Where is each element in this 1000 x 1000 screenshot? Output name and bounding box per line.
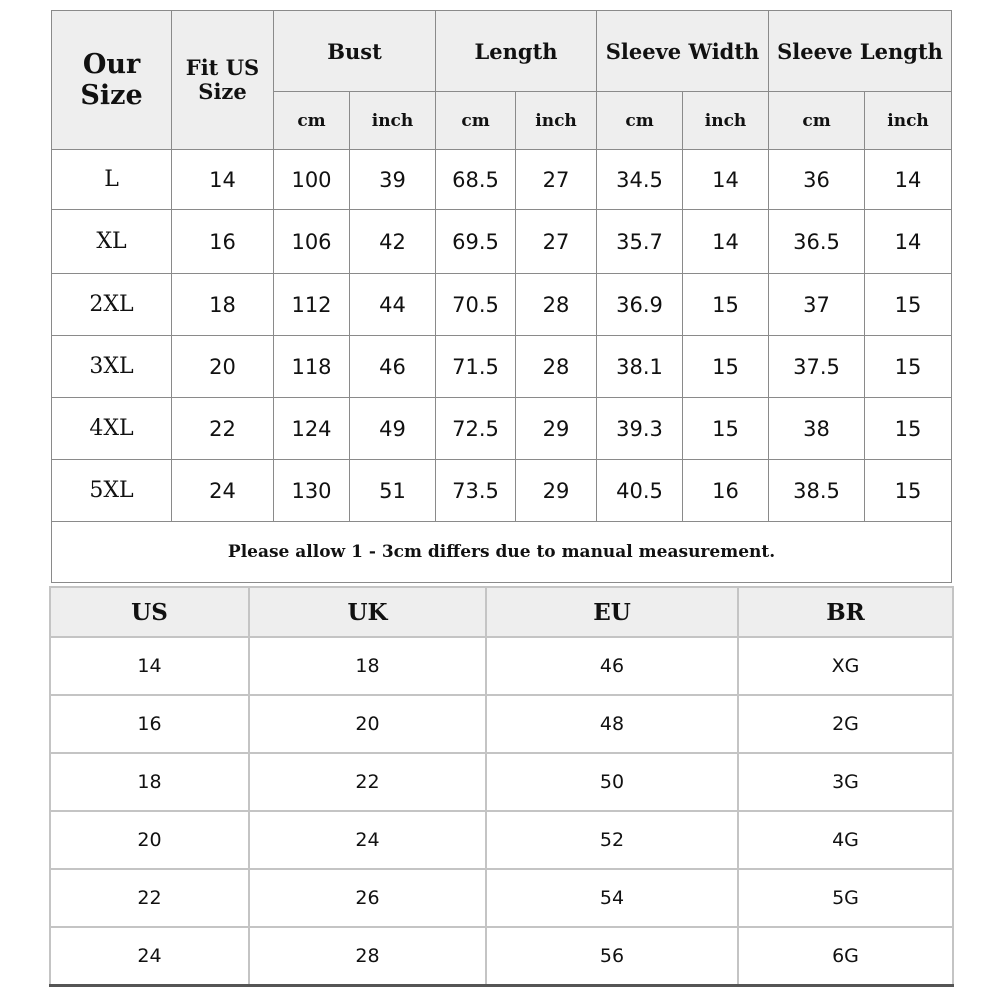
- uk-size-cell: 28: [249, 927, 486, 986]
- header-our-size: Our Size: [52, 11, 172, 150]
- sleeve-length-inch-cell: 14: [865, 150, 952, 210]
- br-size-cell: 6G: [738, 927, 953, 986]
- length-cm-cell: 71.5: [436, 336, 516, 398]
- length-cm-cell: 70.5: [436, 274, 516, 336]
- us-size-cell: 22: [50, 869, 249, 927]
- header-unit-cm: cm: [769, 92, 865, 150]
- length-cm-cell: 69.5: [436, 210, 516, 274]
- conversion-row: [50, 811, 953, 869]
- fit-us-size-cell: 16: [172, 210, 274, 274]
- our-size-cell: XL: [52, 210, 172, 274]
- length-inch-cell: 27: [516, 150, 597, 210]
- sleeve-length-cm-cell: 36.5: [769, 210, 865, 274]
- fit-us-size-cell: 22: [172, 398, 274, 460]
- sleeve-length-inch-cell: 15: [865, 460, 952, 522]
- bust-cm-cell: 106: [274, 210, 350, 274]
- header-bust: Bust: [274, 11, 436, 92]
- size-row: [52, 460, 952, 522]
- sleeve-width-cm-cell: 36.9: [597, 274, 683, 336]
- bust-cm-cell: 112: [274, 274, 350, 336]
- us-size-cell: 24: [50, 927, 249, 986]
- sleeve-width-inch-cell: 16: [683, 460, 769, 522]
- uk-size-cell: 22: [249, 753, 486, 811]
- header-br: BR: [738, 587, 953, 637]
- eu-size-cell: 50: [486, 753, 738, 811]
- us-size-cell: 18: [50, 753, 249, 811]
- us-size-cell: 20: [50, 811, 249, 869]
- sleeve-length-inch-cell: 15: [865, 274, 952, 336]
- header-fit-us-size: Fit US Size: [172, 11, 274, 150]
- eu-size-cell: 48: [486, 695, 738, 753]
- uk-size-cell: 18: [249, 637, 486, 695]
- sleeve-width-inch-cell: 15: [683, 336, 769, 398]
- uk-size-cell: 20: [249, 695, 486, 753]
- bust-cm-cell: 124: [274, 398, 350, 460]
- length-inch-cell: 27: [516, 210, 597, 274]
- br-size-cell: 4G: [738, 811, 953, 869]
- fit-us-size-cell: 24: [172, 460, 274, 522]
- header-unit-cm: cm: [436, 92, 516, 150]
- length-inch-cell: 29: [516, 460, 597, 522]
- sleeve-width-cm-cell: 34.5: [597, 150, 683, 210]
- measurement-note: Please allow 1 - 3cm differs due to manual measurement.: [52, 522, 952, 583]
- eu-size-cell: 52: [486, 811, 738, 869]
- size-row: [52, 150, 952, 210]
- sleeve-width-inch-cell: 15: [683, 398, 769, 460]
- sleeve-width-cm-cell: 35.7: [597, 210, 683, 274]
- sleeve-width-inch-cell: 14: [683, 150, 769, 210]
- eu-size-cell: 56: [486, 927, 738, 986]
- sleeve-width-cm-cell: 40.5: [597, 460, 683, 522]
- sleeve-length-cm-cell: 37.5: [769, 336, 865, 398]
- fit-us-size-cell: 18: [172, 274, 274, 336]
- br-size-cell: XG: [738, 637, 953, 695]
- header-uk: UK: [249, 587, 486, 637]
- sleeve-width-cm-cell: 39.3: [597, 398, 683, 460]
- eu-size-cell: 54: [486, 869, 738, 927]
- bust-inch-cell: 42: [350, 210, 436, 274]
- uk-size-cell: 26: [249, 869, 486, 927]
- sleeve-length-cm-cell: 36: [769, 150, 865, 210]
- our-size-cell: 5XL: [52, 460, 172, 522]
- sleeve-width-inch-cell: 15: [683, 274, 769, 336]
- length-inch-cell: 28: [516, 274, 597, 336]
- header-unit-inch: inch: [516, 92, 597, 150]
- eu-size-cell: 46: [486, 637, 738, 695]
- bust-cm-cell: 118: [274, 336, 350, 398]
- header-sleeve-width: Sleeve Width: [597, 11, 769, 92]
- conversion-row: [50, 869, 953, 927]
- length-cm-cell: 68.5: [436, 150, 516, 210]
- bust-inch-cell: 39: [350, 150, 436, 210]
- us-size-cell: 14: [50, 637, 249, 695]
- length-inch-cell: 29: [516, 398, 597, 460]
- conversion-row: [50, 927, 953, 986]
- header-length: Length: [436, 11, 597, 92]
- length-cm-cell: 73.5: [436, 460, 516, 522]
- bust-inch-cell: 51: [350, 460, 436, 522]
- header-sleeve-length: Sleeve Length: [769, 11, 952, 92]
- our-size-cell: 3XL: [52, 336, 172, 398]
- fit-us-size-cell: 20: [172, 336, 274, 398]
- sleeve-length-inch-cell: 14: [865, 210, 952, 274]
- br-size-cell: 2G: [738, 695, 953, 753]
- conversion-row: [50, 637, 953, 695]
- header-unit-cm: cm: [597, 92, 683, 150]
- our-size-cell: 2XL: [52, 274, 172, 336]
- header-eu: EU: [486, 587, 738, 637]
- sleeve-width-cm-cell: 38.1: [597, 336, 683, 398]
- sleeve-length-cm-cell: 38: [769, 398, 865, 460]
- size-chart-table: [51, 10, 952, 583]
- length-inch-cell: 28: [516, 336, 597, 398]
- bust-inch-cell: 49: [350, 398, 436, 460]
- conversion-row: [50, 753, 953, 811]
- bust-inch-cell: 46: [350, 336, 436, 398]
- uk-size-cell: 24: [249, 811, 486, 869]
- size-row: [52, 336, 952, 398]
- br-size-cell: 5G: [738, 869, 953, 927]
- sleeve-length-cm-cell: 38.5: [769, 460, 865, 522]
- us-size-cell: 16: [50, 695, 249, 753]
- header-unit-inch: inch: [350, 92, 436, 150]
- bust-cm-cell: 100: [274, 150, 350, 210]
- size-row: [52, 398, 952, 460]
- sleeve-width-inch-cell: 14: [683, 210, 769, 274]
- br-size-cell: 3G: [738, 753, 953, 811]
- fit-us-size-cell: 14: [172, 150, 274, 210]
- size-row: [52, 274, 952, 336]
- sleeve-length-cm-cell: 37: [769, 274, 865, 336]
- length-cm-cell: 72.5: [436, 398, 516, 460]
- our-size-cell: L: [52, 150, 172, 210]
- our-size-cell: 4XL: [52, 398, 172, 460]
- size-row: [52, 210, 952, 274]
- size-conversion-table: [49, 586, 954, 987]
- conversion-row: [50, 695, 953, 753]
- bust-cm-cell: 130: [274, 460, 350, 522]
- header-unit-inch: inch: [865, 92, 952, 150]
- bust-inch-cell: 44: [350, 274, 436, 336]
- sleeve-length-inch-cell: 15: [865, 398, 952, 460]
- header-unit-cm: cm: [274, 92, 350, 150]
- header-unit-inch: inch: [683, 92, 769, 150]
- header-us: US: [50, 587, 249, 637]
- sleeve-length-inch-cell: 15: [865, 336, 952, 398]
